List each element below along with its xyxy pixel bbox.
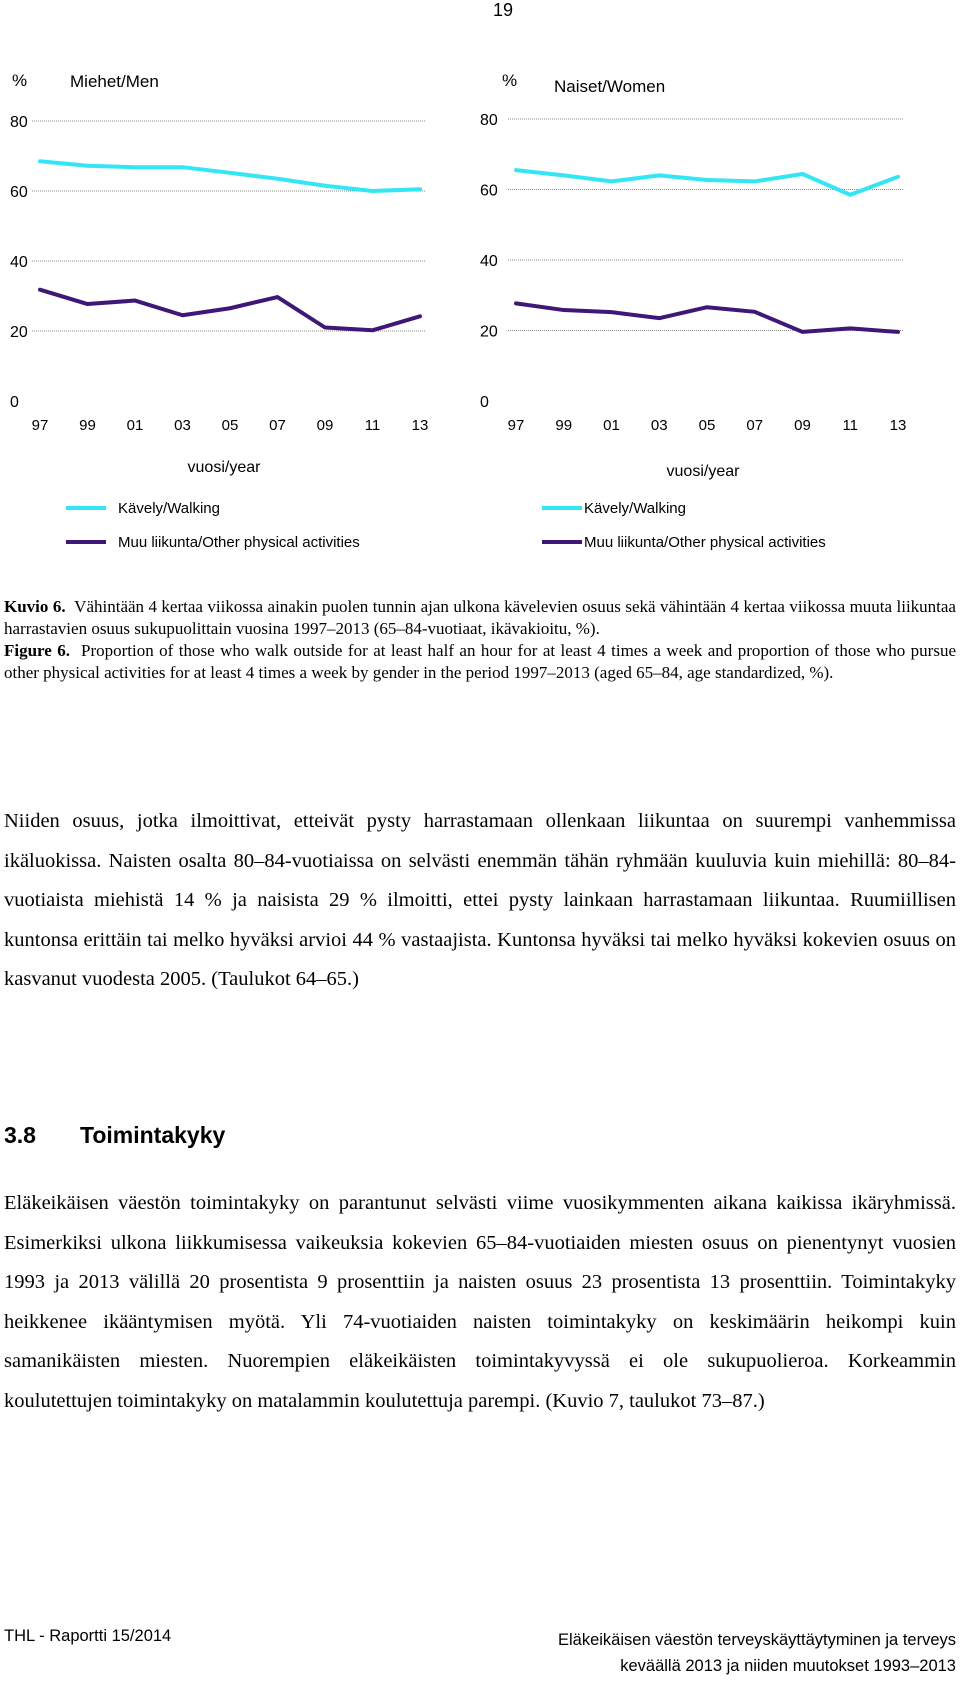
- x-tick-label: 07: [746, 417, 764, 434]
- legend-label-walking: Kävely/Walking: [118, 500, 220, 517]
- x-tick-label: 03: [174, 417, 191, 434]
- x-tick-label: 07: [269, 417, 286, 434]
- section-number: 3.8: [4, 1122, 36, 1148]
- y-tick-label: 80: [480, 112, 498, 129]
- caption-finnish-label: Kuvio 6.: [4, 597, 66, 616]
- x-tick-label: 99: [79, 417, 96, 434]
- series-line-walking: [40, 161, 420, 191]
- y-tick-label: 40: [10, 254, 28, 271]
- y-tick-label: 0: [10, 394, 19, 411]
- chart-title: Naiset/Women: [554, 77, 666, 96]
- caption-english-label: Figure 6.: [4, 641, 71, 660]
- x-tick-label: 05: [698, 417, 716, 434]
- x-tick-label: 99: [555, 417, 573, 434]
- x-tick-label: 13: [889, 417, 907, 434]
- y-tick-label: 60: [480, 182, 498, 200]
- y-tick-label: 20: [480, 323, 498, 341]
- x-tick-label: 01: [603, 417, 620, 434]
- chart-men: [0, 62, 450, 567]
- page-number: 19: [493, 0, 514, 20]
- caption-finnish: [4, 596, 956, 640]
- section-title: Toimintakyky: [80, 1122, 226, 1148]
- footer-report-title: [558, 1627, 956, 1679]
- chart-women-svg: [480, 62, 930, 562]
- body-paragraph: Eläkeikäisen väestön toimintakyky on parantunut selvästi viime vuosikymmenten aikana kaikissa ikäryhmissä. Esimerkiksi ulkona liikkumisessa vaikeuksia kokevien 65–84-vuotiaiden miesten osuus on pienentynyt vuosien 1993 ja 2013 välillä 20 prosentista 9 prosenttiin ja naisten osuus 23 prosentista 13 prosenttiin. Toimintakyky heikkenee ikääntymisen myötä. Yli 74-vuotiaiden naisten toimintakyky on keskimäärin heikompi kuin samanikäisten miesten. Nuorempien eläkeikäisten toimintakyvyssä ei ole sukupuolieroa. Korkeammin koulutettujen toimintakyky on matalammin koulutettuja parempi. (Kuvio 7, taulukot 73–87.): [4, 1192, 956, 1412]
- chart-women: [480, 62, 930, 567]
- y-tick-label: 60: [10, 184, 28, 201]
- chart-title: Miehet/Men: [70, 72, 159, 91]
- legend-label-other: Muu liikunta/Other physical activities: [118, 534, 360, 551]
- x-tick-label: 03: [650, 417, 668, 434]
- caption-finnish-text: Vähintään 4 kertaa viikossa ainakin puolen tunnin ajan ulkona kävelevien osuus sekä vähintään 4 kertaa viikossa muuta liikuntaa harrastavien osuus sukupuolittain vuosina 1997–2013 (65–84-vuotiaat, ikävakioitu, %).: [4, 597, 956, 638]
- section-heading: [4, 1122, 225, 1149]
- legend-label-walking: Kävely/Walking: [584, 500, 686, 517]
- x-tick-label: 97: [31, 417, 49, 434]
- series-line-other: [40, 290, 420, 331]
- x-tick-label: 05: [221, 417, 239, 434]
- x-axis-label: vuosi/year: [666, 463, 740, 480]
- x-tick-label: 13: [411, 417, 429, 434]
- footer-report-id: THL - Raportti 15/2014: [4, 1627, 172, 1645]
- x-tick-label: 97: [507, 417, 525, 434]
- chart-unit-label: %: [12, 71, 28, 90]
- x-tick-label: 11: [842, 417, 859, 434]
- y-tick-label: 40: [480, 253, 498, 270]
- footer-title-line1: Eläkeikäisen väestön terveyskäyttäytyminen ja terveys: [557, 1631, 956, 1649]
- x-tick-label: 09: [316, 417, 334, 434]
- y-tick-label: 0: [480, 394, 489, 411]
- x-tick-label: 11: [364, 417, 381, 434]
- x-axis-label: vuosi/year: [187, 459, 261, 476]
- footer-title-line2: keväällä 2013 ja niiden muutokset 1993–2013: [620, 1657, 956, 1675]
- x-tick-label: 09: [794, 417, 811, 434]
- caption-english-text: Proportion of those who walk outside for at least half an hour for at least 4 times a week and proportion of those who pursue other physical activities for at least 4 times a week by gender in the period 1997–2013 (aged 65–84, age standardized, %).: [4, 641, 956, 682]
- legend-label-other: Muu liikunta/Other physical activities: [584, 534, 826, 551]
- y-tick-label: 80: [10, 114, 28, 131]
- y-tick-label: 20: [10, 324, 28, 341]
- x-tick-label: 01: [126, 417, 144, 434]
- body-paragraph: Niiden osuus, jotka ilmoittivat, etteivät pysty harrastamaan ollenkaan liikuntaa on suurempi vanhemmissa ikäluokissa. Naisten osalta 80–84-vuotiaissa on selvästi enemmän tähän ryhmään kuuluvia kuin miehillä: 80–84-vuotiaista miehistä 14 % ja naisista 29 % ilmoitti, ettei pysty lainkaan harrastamaan liikuntaa. Ruumiillisen kuntonsa erittäin tai melko hyväksi arvioi 44 % vastaajista. Kuntonsa hyväksi tai melko hyväksi kokevien osuus on kasvanut vuodesta 2005. (Taulukot 64–65.): [4, 810, 956, 990]
- series-line-other: [516, 303, 898, 332]
- series-line-walking: [516, 170, 898, 195]
- chart-unit-label: %: [502, 71, 518, 90]
- figure-caption: [4, 596, 956, 684]
- caption-english: [4, 640, 956, 684]
- chart-men-svg: [0, 62, 450, 562]
